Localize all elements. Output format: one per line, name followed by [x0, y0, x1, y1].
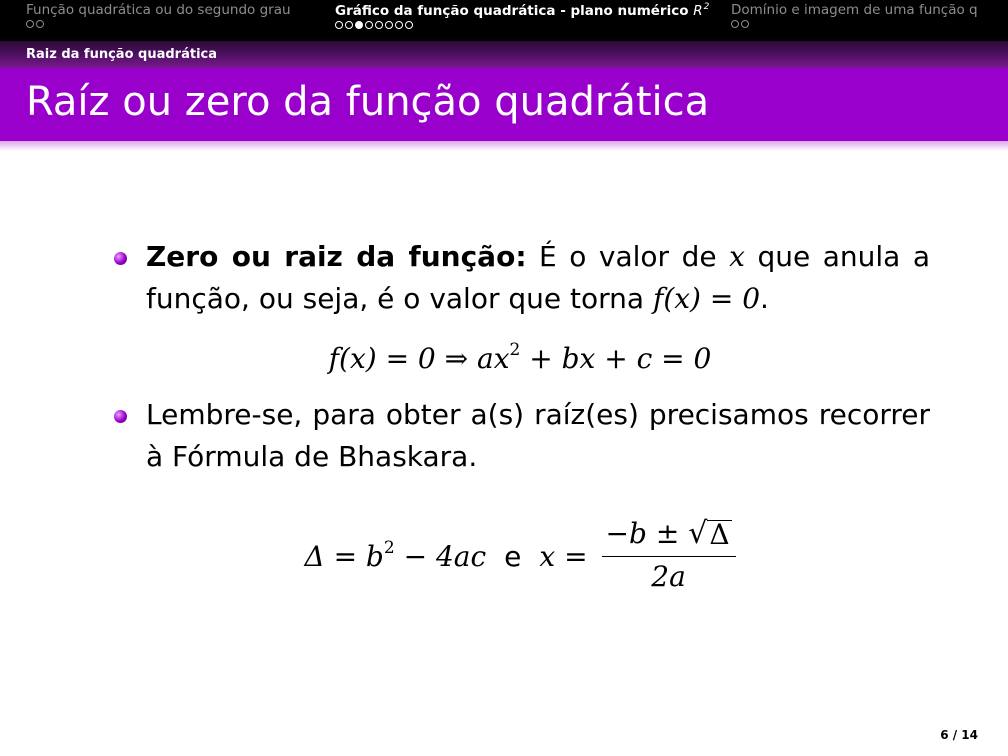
nav-slide-dot[interactable]: [335, 21, 343, 29]
bullet-item-zero-raiz: [110, 236, 930, 320]
nav-section-label: Gráfico da função quadrática - plano numérico: [335, 3, 689, 19]
equation-rhs: + bx + c = 0: [520, 342, 712, 375]
subsection-title[interactable]: Raiz da função quadrática: [26, 47, 218, 62]
nav-section-funcao-quadratica[interactable]: [26, 2, 291, 28]
nav-slide-dot[interactable]: [731, 20, 739, 28]
item-text: Lembre-se, para obter a(s) raíz(es) precisamos recorrer à Fórmula de Bhaskara.: [146, 398, 930, 473]
item-text: .: [760, 282, 769, 315]
nav-slide-dot[interactable]: [405, 21, 413, 29]
nav-slide-dots: [335, 21, 709, 29]
nav-section-label: Função quadrática ou do segundo grau: [26, 2, 291, 18]
page-number: 6 / 14: [940, 728, 978, 742]
item-text: que anula a função, ou seja, é o valor que torna: [146, 240, 930, 315]
equation-bhaskara: [110, 516, 930, 597]
nav-slide-dots: [26, 20, 291, 28]
nav-slide-dot[interactable]: [365, 21, 373, 29]
subsection-bar: [0, 41, 1008, 68]
term-label: Zero ou raiz da função:: [146, 240, 527, 273]
nav-section-math: R: [693, 3, 703, 19]
nav-slide-dot[interactable]: [395, 21, 403, 29]
bullet-icon: [114, 252, 127, 265]
title-shadow: [0, 141, 1008, 151]
nav-slide-dot[interactable]: [385, 21, 393, 29]
equation-exponent: 2: [509, 340, 521, 360]
radicand: Δ: [709, 518, 730, 551]
delta-exponent: 2: [383, 537, 395, 558]
nav-slide-dot-current[interactable]: [355, 21, 363, 29]
math-expr: f(x) = 0: [652, 282, 761, 315]
delta-expression: [304, 536, 486, 578]
equation-lhs: f(x) = 0 ⇒ ax: [328, 342, 510, 375]
delta-rhs: − 4ac: [394, 539, 487, 573]
item-text: É o valor de: [526, 240, 730, 273]
bullet-item-bhaskara: [110, 394, 930, 478]
conjunction: e: [504, 539, 522, 573]
delta-lhs: Δ = b: [304, 539, 384, 573]
fraction: [602, 516, 736, 597]
fraction-denominator: 2a: [651, 560, 686, 593]
math-var: x: [729, 240, 745, 273]
nav-slide-dot[interactable]: [26, 20, 34, 28]
x-lhs: x =: [539, 539, 588, 573]
frame-title: Raíz ou zero da função quadrática: [26, 79, 710, 125]
nav-section-dominio-imagem[interactable]: [731, 2, 978, 28]
bullet-icon: [114, 410, 127, 423]
equation-quadratic: [110, 338, 930, 380]
nav-slide-dot[interactable]: [375, 21, 383, 29]
nav-section-label: Domínio e imagem de uma função q: [731, 2, 978, 18]
nav-section-sup: 2: [703, 2, 710, 12]
slide-content: [110, 236, 930, 597]
nav-slide-dot[interactable]: [741, 20, 749, 28]
nav-slide-dot[interactable]: [36, 20, 44, 28]
fraction-numerator: [602, 516, 736, 557]
nav-section-grafico[interactable]: [335, 2, 709, 29]
nav-slide-dots: [731, 20, 978, 28]
radical-icon: √: [688, 516, 708, 551]
section-navigation-bar: [0, 0, 1008, 41]
numerator-prefix: −b ±: [605, 517, 680, 550]
nav-slide-dot[interactable]: [345, 21, 353, 29]
frame-title-bar: [0, 68, 1008, 141]
square-root: [688, 516, 731, 551]
